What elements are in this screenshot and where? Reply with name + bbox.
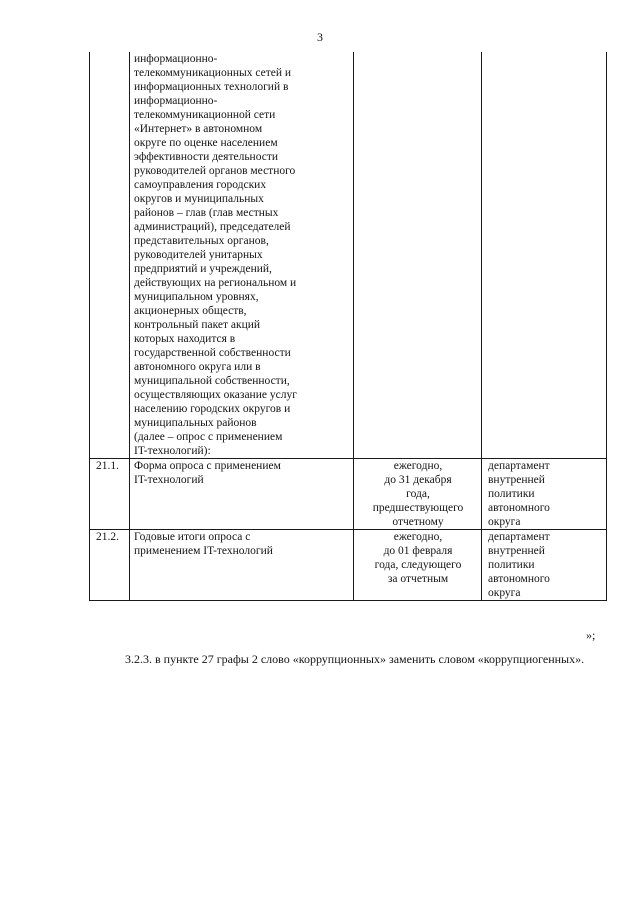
closing-quote: »; xyxy=(586,628,596,642)
name-cell: информационно- телекоммуникационных сетей и информационных технологий в информационно- телекоммуникационной сети «Интернет» в автономном округе по оценке населением эффективности деятельности руководителей органов местного самоуправления городских округов и муниципальных районов – глав (глав местных администраций), председателей представительных органов, руководителей унитарных предприятий и учреждений, действующих на региональном и муниципальном уровнях, акционерных обществ, контрольный пакет акций которых находится в государственной собственности автономного округа или в муниципальной собственности, осуществляющих оказание услуг населению городских округов и муниципальных районов (далее – опрос с применением IT-технологий): xyxy=(130,52,354,459)
responsible-cell: департамент внутренней политики автономного округа xyxy=(482,530,607,601)
plan-table xyxy=(89,52,607,601)
page-number: 3 xyxy=(317,30,323,44)
term-cell xyxy=(354,52,482,459)
table-row xyxy=(90,459,607,530)
table-row xyxy=(90,530,607,601)
responsible-cell: департамент внутренней политики автономного округа xyxy=(482,459,607,530)
term-cell: ежегодно, до 01 февраля года, следующего за отчетным xyxy=(354,530,482,601)
responsible-cell xyxy=(482,52,607,459)
table-row-continuation xyxy=(90,52,607,459)
amendment-paragraph: 3.2.3. в пункте 27 графы 2 слово «коррупционных» заменить словом «коррупциогенных». xyxy=(125,652,585,666)
term-cell: ежегодно, до 31 декабря года, предшествующего отчетному xyxy=(354,459,482,530)
name-cell: Форма опроса с применением IT-технологий xyxy=(130,459,354,530)
number-cell xyxy=(90,52,130,459)
name-cell: Годовые итоги опроса с применением IT-технологий xyxy=(130,530,354,601)
number-cell: 21.2. xyxy=(90,530,130,601)
number-cell: 21.1. xyxy=(90,459,130,530)
